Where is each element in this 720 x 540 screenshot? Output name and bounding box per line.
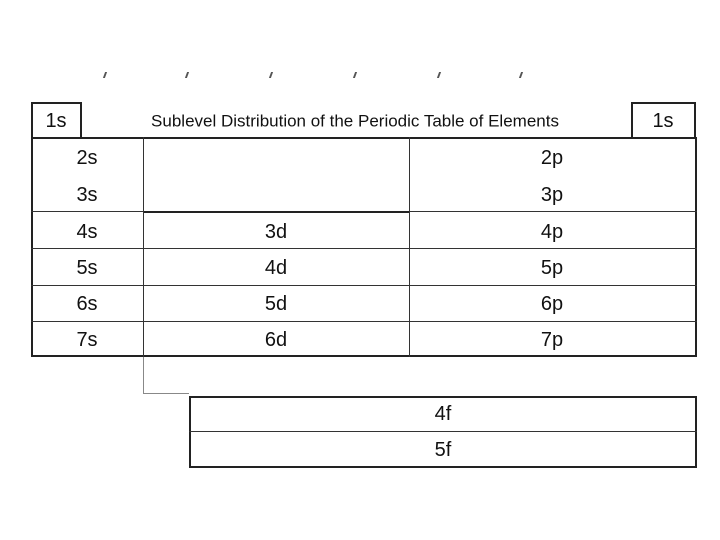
row-line-1 [31, 211, 143, 212]
f-row-line [189, 431, 697, 432]
table-title: Sublevel Distribution of the Periodic Table of Elements [151, 111, 559, 131]
f-label: 5f [434, 439, 452, 461]
d-label: 6d [264, 329, 288, 351]
corner-label-right: 1s [652, 110, 674, 132]
p-label: 6p [540, 293, 564, 315]
p-label: 5p [540, 257, 564, 279]
s-label: 2s [76, 147, 98, 169]
row-line-3 [31, 285, 697, 286]
s-label: 7s [76, 329, 98, 351]
d-gap-bottom [143, 211, 409, 213]
d-label: 3d [264, 221, 288, 243]
p-label: 7p [540, 329, 564, 351]
p-label: 4p [540, 221, 564, 243]
p-label: 3p [540, 184, 564, 206]
s-label: 5s [76, 257, 98, 279]
s-label: 6s [76, 293, 98, 315]
p-label: 2p [540, 147, 564, 169]
row-line-2 [31, 248, 697, 249]
s-block-divider [143, 137, 144, 357]
row-line-4 [31, 321, 697, 322]
d-label: 5d [264, 293, 288, 315]
p-block-divider [409, 137, 410, 357]
row-line-1b [409, 211, 697, 212]
s-label: 3s [76, 184, 98, 206]
f-connector-horizontal [143, 393, 189, 394]
corner-label-left: 1s [45, 110, 67, 132]
s-label: 4s [76, 221, 98, 243]
f-connector-vertical [143, 357, 144, 393]
d-label: 4d [264, 257, 288, 279]
main-table [31, 137, 697, 357]
f-label: 4f [434, 403, 452, 425]
